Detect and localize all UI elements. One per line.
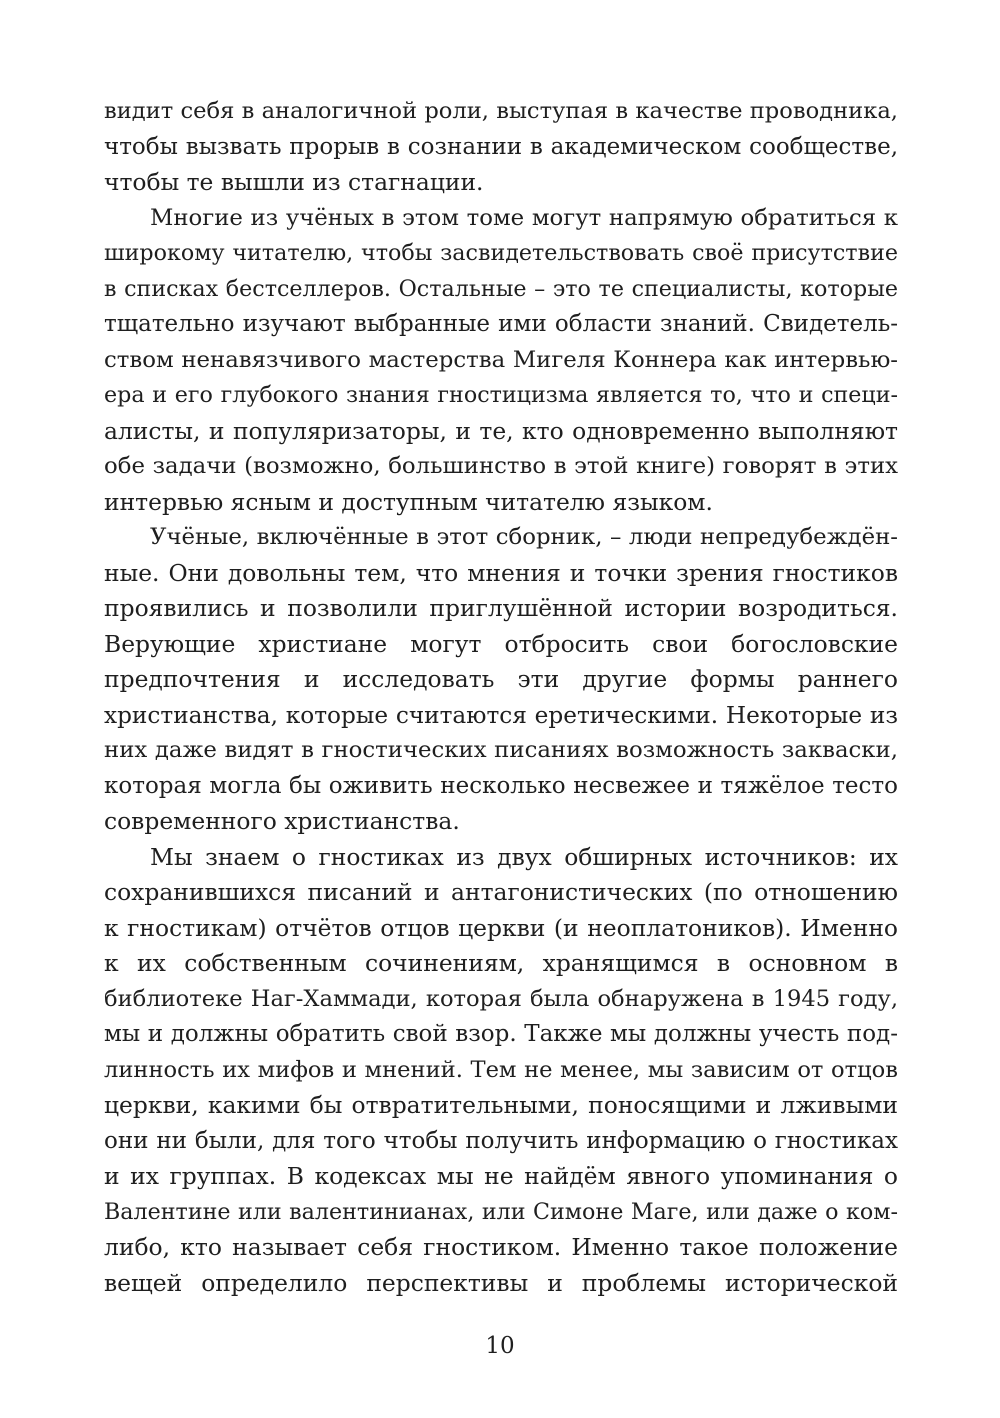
text-line: которая могла бы оживить несколько несвежее и тяжёлое тесто — [104, 772, 898, 799]
text-line: и их группах. В кодексах мы не найдём явного упоминания о — [104, 1162, 898, 1190]
text-line: Учёные, включённые в этот сборник, – люди непредубеждён- — [150, 524, 898, 550]
text-line: видит себя в аналогичной роли, выступая в качестве проводника, — [104, 98, 898, 124]
text-line: обе задачи (возможно, большинство в этой книге) говорят в этих — [104, 453, 898, 479]
text-line: Многие из учёных в этом томе могут напрямую обратиться к — [150, 204, 898, 231]
paragraph — [104, 840, 898, 1302]
text-line: алисты, и популяризаторы, и те, кто одновременно выполняют — [104, 416, 898, 445]
text-line: чтобы вызвать прорыв в сознании в академическом сообществе, — [104, 133, 898, 160]
text-line: Мы знаем о гностиках из двух обширных источников: их — [150, 842, 898, 871]
text-line: церкви, какими бы отвратительными, поносящими и лживыми — [104, 1091, 898, 1119]
paragraph — [104, 201, 898, 521]
text-line: ные. Они довольны тем, что мнения и точки зрения гностиков — [104, 558, 898, 587]
text-line: библиотеке Наг-Хаммади, которая была обнаружена в 1945 году, — [104, 985, 898, 1012]
text-line: Валентине или валентинианах, или Симоне Маге, или даже о ком- — [104, 1198, 898, 1225]
paragraph — [104, 94, 898, 201]
text-line: линность их мифов и мнений. Тем не менее, мы зависим от отцов — [104, 1056, 898, 1083]
text-line: проявились и позволили приглушённой истории возродиться. — [104, 594, 898, 622]
text-line: в списках бестселлеров. Остальные – это те специалисты, которые — [104, 275, 898, 302]
page-number: 10 — [485, 1333, 515, 1359]
text-line: либо, кто называет себя гностиком. Именно такое положение — [104, 1233, 898, 1261]
text-line: они ни были, для того чтобы получить информацию о гностиках — [104, 1127, 898, 1154]
text-line: Верующие христиане могут отбросить свои богословские — [104, 629, 898, 658]
text-line: сохранившихся писаний и антагонистических (по отношению — [104, 878, 898, 906]
text-line: предпочтения и исследовать эти другие формы раннего — [104, 665, 898, 693]
text-line: чтобы те вышли из стагнации. — [104, 168, 484, 196]
paragraph — [104, 520, 898, 840]
text-line: современного христианства. — [104, 807, 460, 835]
body-text — [104, 94, 898, 1301]
text-line: интервью ясным и доступным читателю языком. — [104, 487, 713, 516]
text-line: к гностикам) отчётов отцов церкви (и неоплатоников). Именно — [104, 913, 898, 942]
text-line: тщательно изучают выбранные ими области знаний. Свидетель- — [104, 311, 898, 337]
text-line: них даже видят в гностических писаниях возможность закваски, — [104, 737, 898, 763]
text-line: христианства, которые считаются еретическими. Некоторые из — [104, 701, 898, 729]
text-line: ством ненавязчивого мастерства Мигеля Коннера как интервью- — [104, 346, 898, 373]
text-line: вещей определило перспективы и проблемы исторической — [104, 1268, 898, 1297]
text-line: к их собственным сочинениям, хранящимся в основном в — [104, 949, 898, 977]
text-line: мы и должны обратить свой взор. Также мы должны учесть под- — [104, 1021, 898, 1047]
text-line: широкому читателю, чтобы засвидетельствовать своё присутствие — [104, 240, 898, 266]
text-line: ера и его глубокого знания гностицизма является то, что и специ- — [104, 382, 898, 408]
